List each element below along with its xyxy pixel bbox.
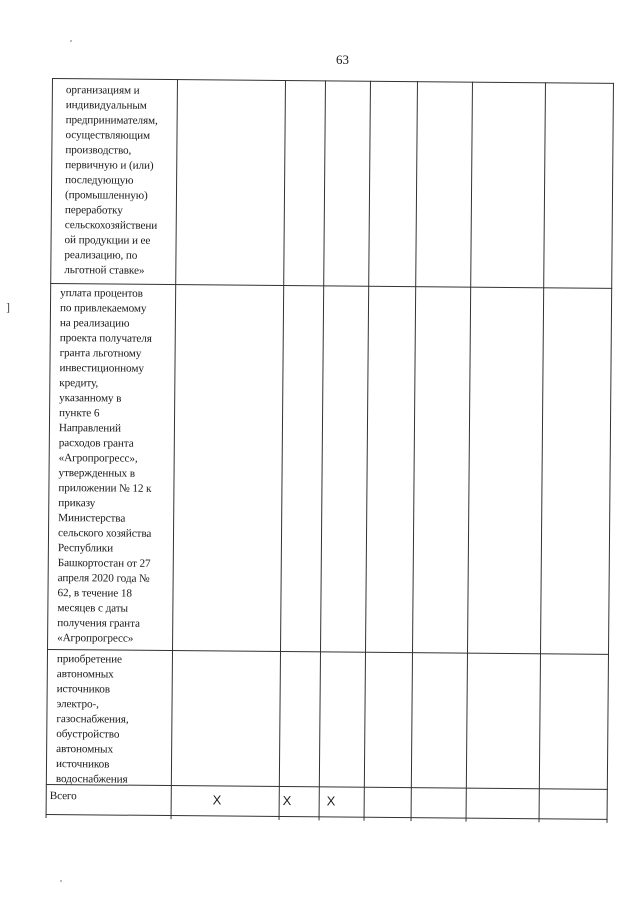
- column-divider: [539, 82, 546, 822]
- margin-bracket-mark: ]: [6, 300, 10, 314]
- table-border-bottom: [46, 814, 608, 820]
- table-border-right: [607, 83, 614, 823]
- column-divider: [411, 81, 418, 821]
- page-number: 63: [336, 52, 349, 67]
- total-x-mark: Х: [326, 793, 336, 809]
- table-border-left: [46, 78, 53, 818]
- budget-table: [46, 78, 614, 823]
- total-x-mark: Х: [212, 792, 222, 808]
- scan-speck: [70, 40, 72, 42]
- row-text-interest-payment: уплата процентов по привлекаемому на реализацию проекта получателя гранта льготному инвестиционному кредиту, указанному в пункте 6 Направлений расходов гранта «Агропрогресс», утвержденных в приложении № 12 к приказу Министерства сельского хозяйства Республики Башкортостан от 27 апреля 2020 года № 62, в течение 18 месяцев с даты получения гранта «Агропрогресс»: [57, 287, 152, 645]
- total-label: Всего: [49, 790, 77, 803]
- column-divider: [364, 81, 371, 821]
- column-divider: [319, 80, 326, 820]
- column-divider: [279, 80, 286, 820]
- column-divider: [171, 79, 178, 819]
- scan-speck: [60, 880, 62, 882]
- column-divider: [466, 82, 473, 822]
- row-text-autonomous-sources: приобретение автономных источников электро-, газоснабжения, обустройство автономных источников водоснабжения: [55, 653, 129, 786]
- row-text-processing-organizations: организациям и индивидуальным предпринимателям, осуществляющим производство, первичную и (или) последующую (промышленную) переработку сельскохозяйствени ой продукции и ее реализацию, по льготной ставке»: [64, 84, 158, 277]
- row-divider: [47, 649, 609, 655]
- row-divider: [46, 784, 608, 790]
- total-x-mark: Х: [282, 793, 292, 809]
